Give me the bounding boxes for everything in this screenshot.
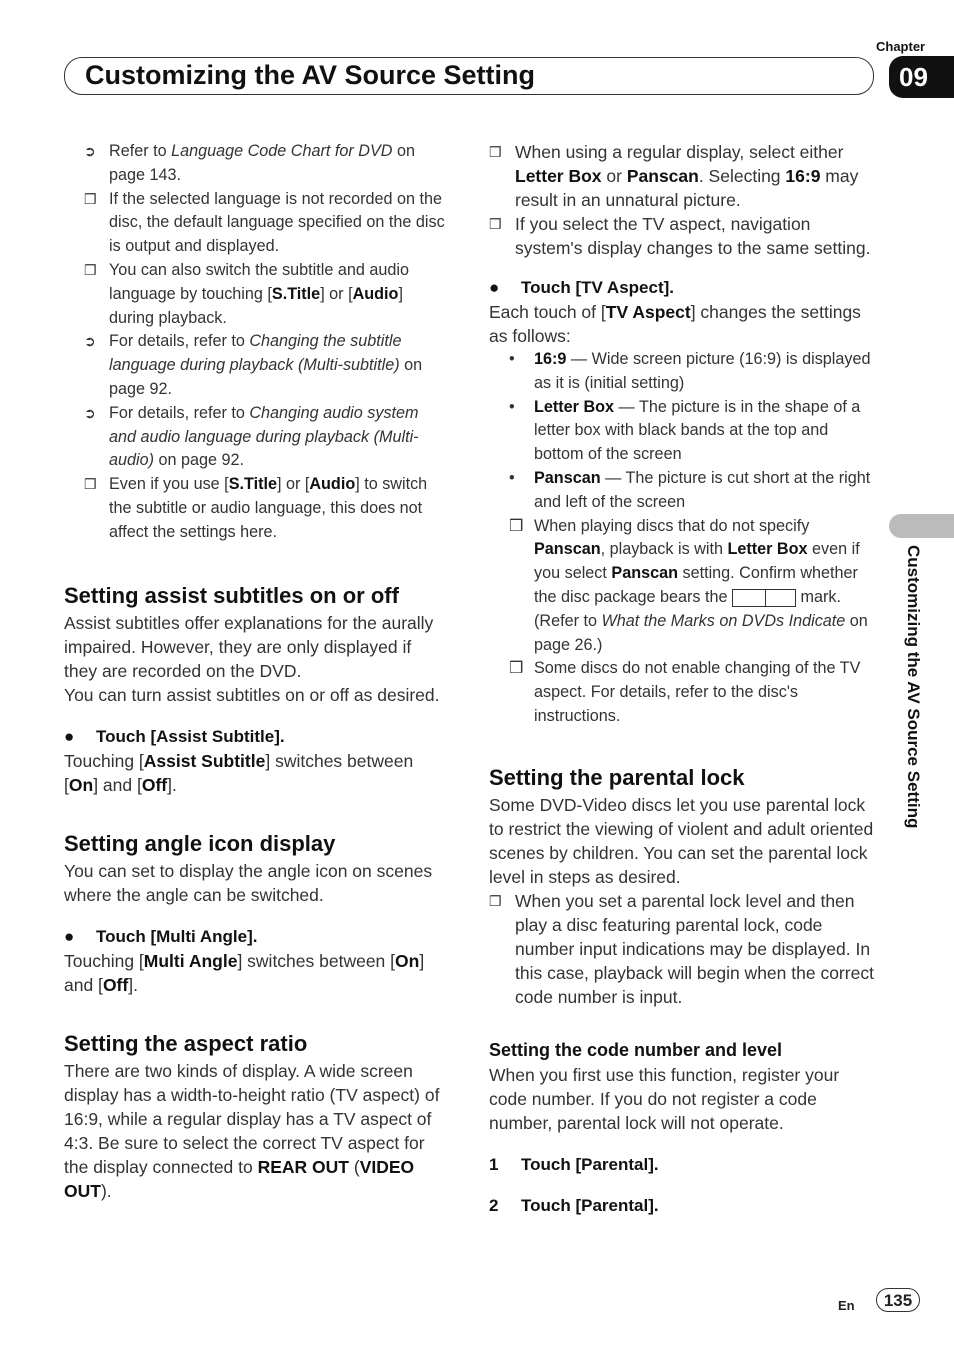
note-box-icon: ❒ bbox=[84, 190, 97, 207]
paragraph: There are two kinds of display. A wide screen display has a width-to-height ratio (TV aspect) of 16:9, while a regular display has a TV aspect of 4:3. Be sure to select the correct TV aspect for the display connected to REAR OUT (VIDEO OUT). bbox=[64, 1060, 440, 1201]
list-item: ❒ Some discs do not enable changing of the TV aspect. For details, refer to the disc's instructions. bbox=[509, 659, 861, 725]
arrow-icon: ➲ bbox=[84, 333, 96, 350]
chapter-label: Chapter bbox=[876, 39, 926, 54]
list-item: ➲ For details, refer to Changing audio system and audio language during playback (Multi-audio) on page 92. bbox=[84, 403, 419, 470]
page-title: Customizing the AV Source Setting bbox=[85, 60, 536, 90]
bullet-icon: ● bbox=[489, 278, 500, 297]
note-box-icon: ❒ bbox=[489, 144, 502, 160]
note-box-icon: ❒ bbox=[489, 892, 502, 909]
disc-mark-icon bbox=[732, 589, 796, 607]
note-box-icon: ❒ bbox=[509, 516, 524, 535]
bullet-icon: ● bbox=[64, 726, 75, 746]
note-box-icon: ❒ bbox=[84, 476, 97, 493]
side-tab-label: Customizing the AV Source Setting bbox=[904, 545, 923, 829]
step: ● Touch [Assist Subtitle]. bbox=[64, 725, 449, 749]
note-box-icon: ❒ bbox=[84, 261, 97, 278]
paragraph: You can set to display the angle icon on scenes where the angle can be switched. bbox=[64, 860, 433, 905]
option-item: • Letter Box — The picture is in the shape of a letter box with black bands at the top and bottom of the screen bbox=[509, 397, 861, 464]
list-item: ❒ When playing discs that do not specify Panscan, playback is with Letter Box even if you select Panscan setting. Confirm whether the disc package bears the mark. (Refer to What the Marks on DVDs Indicate on page 26.) bbox=[509, 516, 868, 654]
list-item: ❒ You can also switch the subtitle and audio language by touching [S.Title] or [Audio] during playback. bbox=[84, 260, 409, 327]
step: ● Touch [TV Aspect]. bbox=[489, 276, 875, 300]
option-item: • 16:9 — Wide screen picture (16:9) is displayed as it is (initial setting) bbox=[509, 350, 871, 392]
list-item: ❒ Even if you use [S.Title] or [Audio] to switch the subtitle or audio language, this does not affect the settings here. bbox=[84, 475, 428, 541]
step: 1 Touch [Parental]. bbox=[489, 1154, 659, 1174]
note-box-icon: ❒ bbox=[509, 659, 524, 678]
note-box-icon: ❒ bbox=[489, 216, 502, 232]
list-item: ❒ When using a regular display, select either Letter Box or Panscan. Selecting 16:9 may result in an unnatural picture. bbox=[489, 142, 859, 210]
paragraph: Assist subtitles offer explanations for the aurally impaired. However, they are only displayed if they are recorded on the DVD. bbox=[64, 612, 434, 681]
paragraph: Touching [Multi Angle] switches between [On] and [Off]. bbox=[64, 950, 425, 995]
section-heading: Setting assist subtitles on or off bbox=[64, 582, 399, 608]
list-item: ❒ If you select the TV aspect, navigation system's display changes to the same setting. bbox=[489, 214, 871, 258]
sub-heading: Setting the code number and level bbox=[489, 1039, 783, 1060]
section-heading: Setting the aspect ratio bbox=[64, 1030, 308, 1056]
step: 2 Touch [Parental]. bbox=[489, 1195, 659, 1215]
step: ● Touch [Multi Angle]. bbox=[64, 925, 449, 949]
chapter-number: 09 bbox=[889, 56, 954, 98]
paragraph: Touching [Assist Subtitle] switches between [On] and [Off]. bbox=[64, 750, 414, 795]
bullet-icon: ● bbox=[64, 926, 75, 946]
title-box bbox=[64, 57, 874, 95]
paragraph: Each touch of [TV Aspect] changes the settings as follows: bbox=[489, 302, 861, 346]
page-number: 135 bbox=[876, 1288, 920, 1312]
list-item: ➲ For details, refer to Changing the subtitle language during playback (Multi-subtitle) on page 92. bbox=[84, 332, 423, 398]
section-heading: Setting angle icon display bbox=[64, 830, 336, 856]
right-column bbox=[489, 140, 875, 1218]
option-item: • Panscan — The picture is cut short at the right and left of the screen bbox=[509, 468, 871, 511]
left-column bbox=[64, 140, 449, 1203]
list-item: ❒ When you set a parental lock level and then play a disc featuring parental lock, code number input indications may be displayed. In this case, playback will begin when the correct code number is input. bbox=[489, 890, 874, 1007]
section-heading: Setting the parental lock bbox=[489, 764, 745, 790]
arrow-icon: ➲ bbox=[84, 143, 96, 159]
side-tab bbox=[889, 514, 954, 538]
language-label: En bbox=[838, 1298, 855, 1313]
list-item: ➲ Refer to Language Code Chart for DVD on page 143. bbox=[84, 142, 415, 184]
arrow-icon: ➲ bbox=[84, 404, 96, 421]
paragraph: When you first use this function, register your code number. If you do not register a code number, parental lock will not operate. bbox=[489, 1064, 840, 1133]
paragraph: You can turn assist subtitles on or off as desired. bbox=[64, 684, 440, 705]
list-item: ❒ If the selected language is not recorded on the disc, the default language specified on the disc is output and displayed. bbox=[84, 189, 445, 256]
paragraph: Some DVD-Video discs let you use parental lock to restrict the viewing of violent and adult oriented scenes by children. You can set the parental lock level in steps as desired. bbox=[489, 794, 874, 887]
